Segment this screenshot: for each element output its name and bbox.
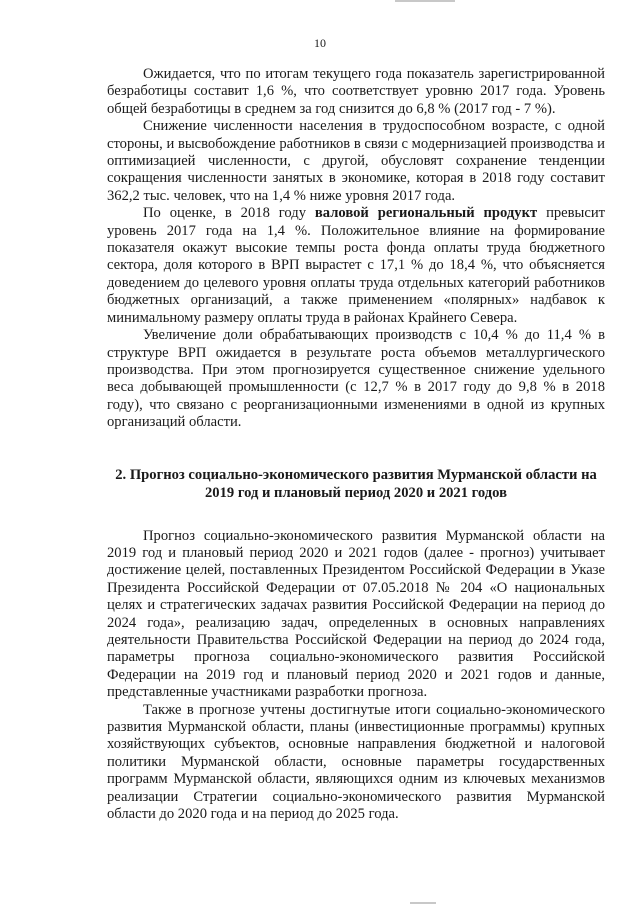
- paragraph-text: превысит уровень 2017 года на 1,4 %. Положительное влияние на формирование показателя окажут высокие темпы роста фонда оплаты труда бюджетного сектора, доля которого в ВРП вырастет с 17,1 % до 18,4 %, что объясняется доведением до целевого уровня оплаты труда отдельных категорий работников бюджетных организаций, а также применением «полярных» надбавок к минимальному размеру оплаты труда в районах Крайнего Севера.: [107, 205, 606, 326]
- scan-artifact-bottom: [410, 902, 436, 904]
- paragraph-text: По оценке, в 2018 году: [143, 205, 315, 222]
- body-paragraph: [107, 702, 605, 824]
- page-body: [107, 66, 605, 823]
- paragraphs-before-section: [107, 66, 605, 432]
- page-number: 10: [314, 36, 326, 50]
- body-paragraph: [107, 205, 605, 327]
- body-paragraph: [107, 66, 605, 118]
- bold-term: валовой региональный продукт: [314, 205, 538, 222]
- body-paragraph: [107, 118, 605, 205]
- body-paragraph: [107, 528, 605, 702]
- paragraph-text: Также в прогнозе учтены достигнутые итоги социально-экономического развития Мурманской области, планы (инвестиционные программы) крупных хозяйствующих субъектов, основные направления бюджетной и налоговой политики Мурманской области, основные параметры государственных программ Мурманской области, являющихся одним из ключевых механизмов реализации Стратегии социально-экономического развития Мурманской области до 2020 года и на период до 2025 года.: [107, 701, 605, 823]
- paragraph-text: Увеличение доли обрабатывающих производств с 10,4 % до 11,4 % в структуре ВРП ожидается в результате роста объемов металлургического производства. При этом прогнозируется существенное снижение удельного веса добывающей промышленности (с 12,7 % в 2017 году до 9,8 % в 2018 году), что связано с реорганизационными изменениями в одной из крупных организаций области.: [107, 327, 605, 431]
- paragraph-text: Снижение численности населения в трудоспособном возрасте, с одной стороны, и высвобождение работников в связи с модернизацией производства и оптимизацией численности, с другой, обусловят сохранение тенденции сокращения численности занятых в экономике, которая в 2018 году составит 362,2 тыс. человек, что на 1,4 % ниже уровня 2017 года.: [107, 118, 605, 204]
- paragraphs-after-section: [107, 528, 605, 824]
- scan-artifact-top: [395, 0, 455, 2]
- body-paragraph: [107, 327, 605, 431]
- paragraph-text: Прогноз социально-экономического развития Мурманской области на 2019 год и плановый период 2020 и 2021 годов (далее - прогноз) учитывает достижение целей, поставленных Президентом Российской Федерации в Указе Президента Российской Федерации от 07.05.2018 № 204 «О национальных целях и стратегических задачах развития Российской Федерации на период до 2024 года», реализацию задач, определенных в основных направлениях деятельности Правительства Российской Федерации на период до 2024 года, параметры прогноза социально-экономического развития Российской Федерации на 2019 год и плановый период 2020 и 2021 годов и данные, представленные участниками разработки прогноза.: [107, 527, 605, 701]
- section-heading: 2. Прогноз социально-экономического развития Мурманской области на 2019 год и плановый период 2020 и 2021 годов: [115, 466, 597, 501]
- paragraph-text: Ожидается, что по итогам текущего года показатель зарегистрированной безработицы составит 1,6 %, что соответствует уровню 2017 года. Уровень общей безработицы в среднем за год снизится до 6,8 % (2017 год - 7 %).: [107, 66, 605, 117]
